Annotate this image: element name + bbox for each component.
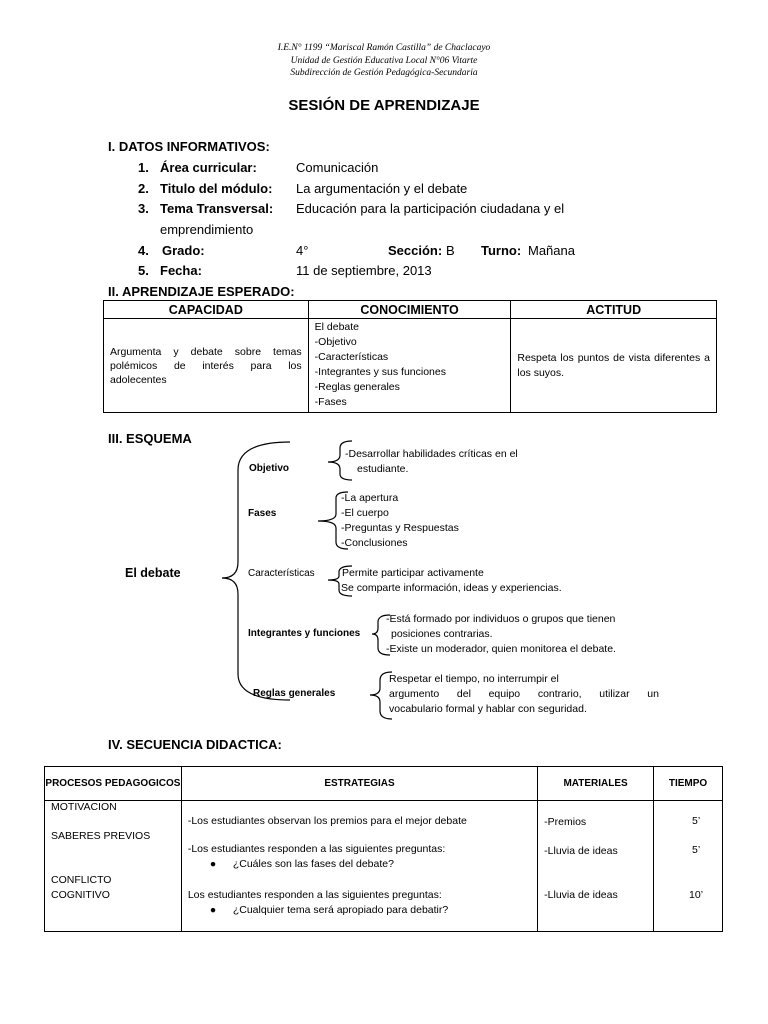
estrategia-bullet: ¿Cualquier tema será apropiado para debatir? [232,904,449,916]
datos-value-modulo: La argumentación y el debate [296,181,468,196]
section-secuencia-heading: IV. SECUENCIA DIDACTICA: [108,737,282,752]
section-esquema-heading: III. ESQUEMA [108,431,192,446]
datos-label-fecha: Fecha: [160,263,202,278]
datos-label-modulo: Titulo del módulo: [160,181,273,196]
tiempo-item: 5’ [692,844,701,856]
col-materiales: MATERIALES [538,767,654,801]
estrategia-row: -Los estudiantes observan los premios para el mejor debate [187,815,467,827]
material-item: -Lluvia de ideas [544,845,618,857]
datos-num-2: 2. [138,181,149,196]
tiempo-item: 5’ [692,815,701,827]
estrategia-bullet: ¿Cuáles son las fases del debate? [232,858,394,870]
integrantes-line: posiciones contrarias. [391,628,493,640]
datos-value-tema-cont: emprendimiento [160,222,254,237]
objetivo-line: estudiante. [357,463,409,475]
fases-line: -Preguntas y Respuestas [341,522,459,534]
proceso-conflicto: CONFLICTO [51,874,112,886]
col-capacidad: CAPACIDAD [104,301,309,319]
tiempo-cell [654,801,723,932]
caracteristicas-line: Se comparte información, ideas y experiencias. [341,582,562,594]
fases-line: -La apertura [341,492,399,504]
esquema-branch-fases: Fases [248,508,277,519]
conocimiento-item: -Objetivo [314,336,357,348]
datos-value-fecha: 11 de septiembre, 2013 [296,263,432,278]
esquema-branch-reglas: Reglas generales [253,688,336,699]
caracteristicas-line: Permite participar activamente [342,567,484,579]
datos-value-seccion: B [446,243,455,258]
conocimiento-item: -Características [314,351,389,363]
esquema-root: El debate [125,566,181,580]
bullet-icon: ● [209,904,217,916]
proceso-motivacion: MOTIVACION [51,801,117,813]
bullet-icon: ● [209,858,217,870]
section-datos-heading: I. DATOS INFORMATIVOS: [108,139,270,154]
header-line-1: I.E.N° 1199 “Mariscal Ramón Castilla” de Chaclacayo [277,43,491,53]
integrantes-line: -Está formado por individuos o grupos que tienen [386,613,616,625]
integrantes-line: -Existe un moderador, quien monitorea el debate. [386,643,616,655]
datos-label-grado: Grado: [162,243,205,258]
esquema-branch-caracteristicas: Características [248,568,315,579]
col-conocimiento: CONOCIMIENTO [308,301,511,319]
reglas-line: Respetar el tiempo, no interrumpir el [389,673,559,685]
reglas-line: vocabulario formal y hablar con seguridad. [389,703,587,715]
estrategia-row: -Los estudiantes responden a las siguientes preguntas: [187,843,446,855]
proceso-cognitivo: COGNITIVO [51,889,110,901]
datos-value-turno: Mañana [528,243,575,258]
material-item: -Premios [544,816,587,828]
esquema-branch-integrantes: Integrantes y funciones [248,628,361,639]
datos-num-5: 5. [138,263,149,278]
reglas-line: argumento del equipo contrario, utilizar un [389,688,659,700]
datos-num-3: 3. [138,201,149,216]
datos-label-turno: Turno: [481,243,522,258]
fases-line: -El cuerpo [341,507,389,519]
esquema-branch-objetivo: Objetivo [249,463,290,474]
header-line-3: Subdirección de Gestión Pedagógica-Secundaria [290,68,478,78]
section-aprendizaje-heading: II. APRENDIZAJE ESPERADO: [108,284,295,299]
fases-line: -Conclusiones [341,537,408,549]
col-tiempo: TIEMPO [654,767,723,801]
datos-num-1: 1. [138,160,149,175]
objetivo-line: -Desarrollar habilidades críticas en el [345,448,518,460]
material-item: -Lluvia de ideas [544,889,618,901]
datos-label-area: Área curricular: [160,160,257,175]
page-title: SESIÓN DE APRENDIZAJE [288,97,480,114]
col-estrategias: ESTRATEGIAS [181,767,537,801]
tiempo-item: 10’ [689,889,704,901]
col-actitud: ACTITUD [511,301,717,319]
datos-label-seccion: Sección: [388,243,443,258]
datos-num-4: 4. [138,243,149,258]
header-line-2: Unidad de Gestión Educativa Local N°06 Vitarte [290,56,478,66]
procesos-cell [45,801,182,932]
datos-value-tema: Educación para la participación ciudadana y el [296,201,565,216]
datos-value-area: Comunicación [296,160,379,175]
estrategias-cell [181,801,537,932]
materiales-cell [538,801,654,932]
proceso-saberes: SABERES PREVIOS [51,830,151,842]
estrategia-row: Los estudiantes responden a las siguientes preguntas: [187,889,442,901]
actitud-cell: Respeta los puntos de vista diferentes a los suyos. [511,319,717,413]
conocimiento-item: -Reglas generales [314,381,400,393]
conocimiento-item: El debate [314,321,360,333]
col-procesos: PROCESOS PEDAGOGICOS [45,767,182,801]
capacidad-cell: Argumenta y debate sobre temas polémicos de interés para los adolecentes [104,319,309,413]
datos-value-grado: 4° [296,243,309,258]
datos-label-tema: Tema Transversal: [160,201,274,216]
conocimiento-item: -Fases [314,396,347,408]
secuencia-table [44,766,723,932]
conocimiento-item: -Integrantes y sus funciones [314,366,446,378]
